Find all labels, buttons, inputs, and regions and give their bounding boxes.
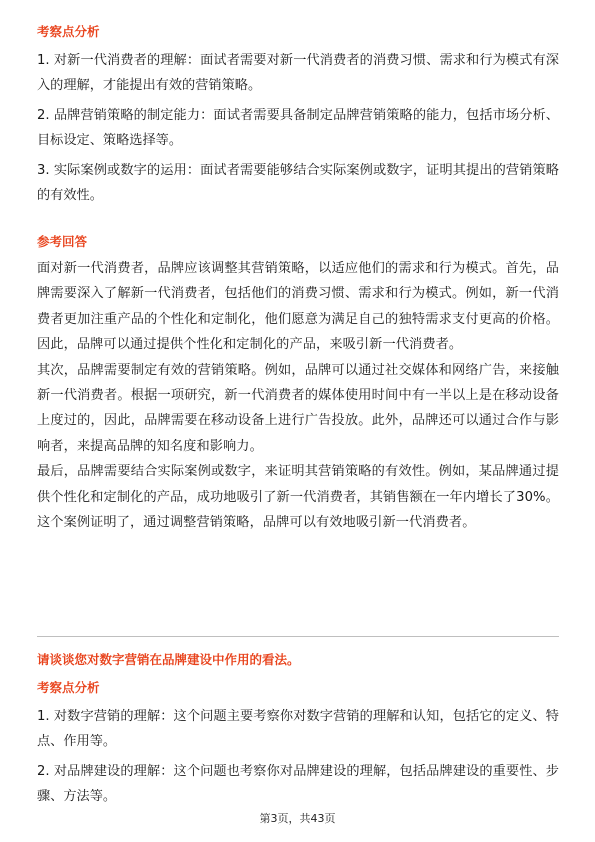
section-divider (37, 636, 559, 637)
answer-paragraph: 最后，品牌需要结合实际案例或数字，来证明其营销策略的有效性。例如，某品牌通过提供个性化和定制化的产品，成功地吸引了新一代消费者，其销售额在一年内增长了30%。这个案例证明了，通过调整营销策略，品牌可以有效地吸引新一代消费者。 (37, 464, 559, 531)
answer-paragraph: 其次，品牌需要制定有效的营销策略。例如，品牌可以通过社交媒体和网络广告，来接触新一代消费者。根据一项研究，新一代消费者的媒体使用时间中有一半以上是在移动设备上度过的，因此，品牌需要在移动设备上进行广告投放。此外，品牌还可以通过合作与影响者，来提高品牌的知名度和影响力。 (37, 362, 559, 454)
question-title: 请谈谈您对数字营销在品牌建设中作用的看法。 (37, 652, 300, 667)
list-item: 3. 实际案例或数字的运用：面试者需要能够结合实际案例或数字，证明其提出的营销策略的有效性。 (37, 162, 559, 204)
list-item: 1. 对新一代消费者的理解：面试者需要对新一代消费者的消费习惯、需求和行为模式有深入的理解，才能提出有效的营销策略。 (37, 53, 559, 94)
analysis-list-2 (37, 704, 559, 810)
list-item: 2. 品牌营销策略的制定能力：面试者需要具备制定品牌营销策略的能力，包括市场分析、目标设定、策略选择等。 (37, 107, 559, 149)
section-heading-analysis-2: 考察点分析 (37, 680, 100, 695)
answer-body (37, 256, 559, 535)
section-heading-answer: 参考回答 (37, 234, 88, 249)
analysis-list (37, 48, 559, 208)
section-heading-analysis: 考察点分析 (37, 24, 100, 39)
page-footer: 第3页，共43页 (259, 812, 336, 825)
list-item: 2. 对品牌建设的理解：这个问题也考察你对品牌建设的理解，包括品牌建设的重要性、步骤、方法等。 (37, 763, 559, 805)
list-item: 1. 对数字营销的理解：这个问题主要考察你对数字营销的理解和认知，包括它的定义、特点、作用等。 (37, 709, 559, 750)
answer-paragraph: 面对新一代消费者，品牌应该调整其营销策略，以适应他们的需求和行为模式。首先，品牌需要深入了解新一代消费者，包括他们的消费习惯、需求和行为模式。例如，新一代消费者更加注重产品的个性化和定制化，他们愿意为满足自己的独特需求支付更高的价格。因此，品牌可以通过提供个性化和定制化的产品，来吸引新一代消费者。 (37, 261, 559, 353)
